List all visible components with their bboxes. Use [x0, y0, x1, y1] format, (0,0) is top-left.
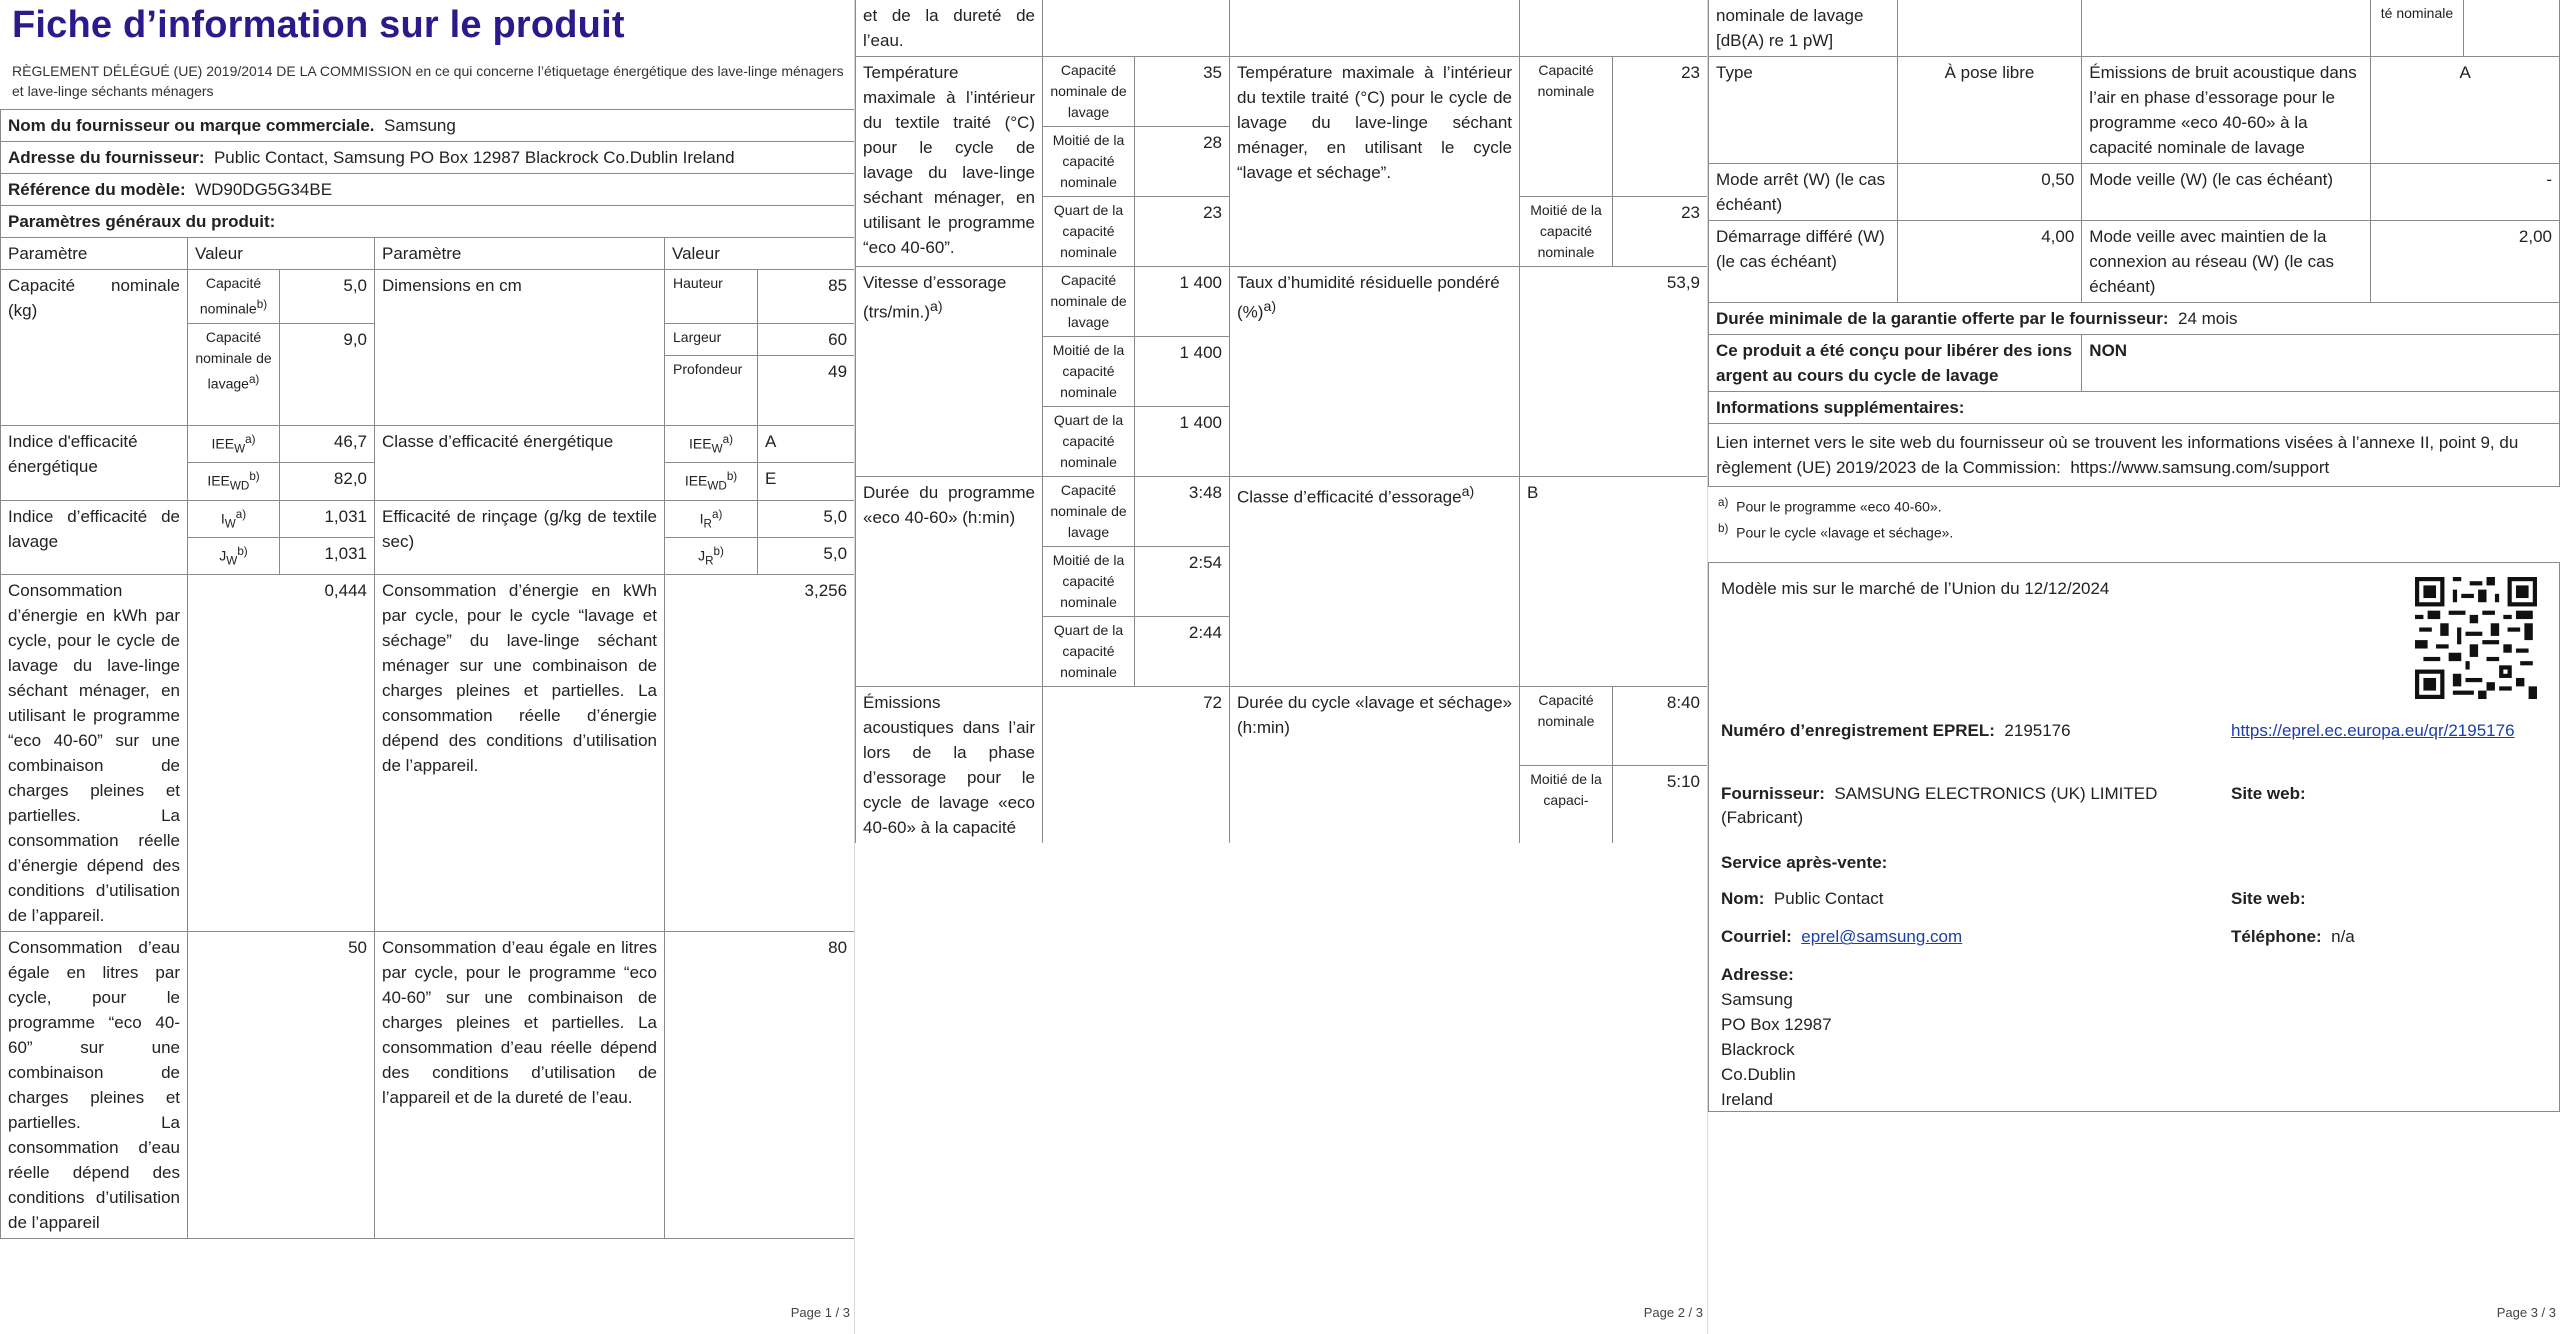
energy-class-wd: E [758, 463, 855, 500]
document-title: Fiche d’information sur le produit [12, 4, 625, 46]
network-standby-value: 2,00 [2371, 221, 2560, 303]
height-label: Hauteur [665, 270, 758, 324]
params-heading: Paramètres généraux du produit: [1, 206, 855, 238]
programme-duration-label: Durée du programme «eco 40-60» (h:min) [856, 477, 1043, 687]
iee-w-symbol: $IEE_W^{a)}$ [188, 425, 280, 462]
page-1 [0, 0, 854, 1334]
energy-consumption-label: Consommation d’énergie en kWh par cycle, pour le cycle de lavage du lave-linge séchant ménager, en utilisant le programme “eco 40-60” sur une combinaison de charges pleines et partielles. La consommation réelle d’énergie dépend des conditions d’utilisation de l’appareil. [1, 575, 188, 932]
energy-class-w: A [758, 425, 855, 462]
temperature-wd-label: Température maximale à l’intérieur du textile traité (°C) pour le cycle de lavage du lave-linge séchant ménager, en utilisant le cycle “lavage et séchage”. [1230, 57, 1520, 267]
iw-value: 1,031 [280, 500, 375, 537]
dur-full-value: 3:48 [1135, 477, 1230, 547]
moisture-value: 53,9 [1520, 267, 1708, 477]
continued-noise-label: nominale de lavage [dB(A) re 1 pW] [1709, 0, 1898, 57]
continued-sub-label: té nominale [2371, 0, 2463, 57]
energy-index-label: Indice d'efficacité énergétique [1, 425, 188, 500]
cycle-half-label: Moitié de la capaci- [1520, 765, 1613, 843]
jw-symbol: $J_W^{b)}$ [188, 538, 280, 575]
dur-half-value: 2:54 [1135, 547, 1230, 617]
capacity-sub-label: Capacité nominale$^{b)}$ [188, 270, 280, 324]
spin-half-value: 1 400 [1135, 337, 1230, 407]
depth-value: 49 [758, 355, 855, 425]
product-info-table-3 [1708, 0, 2560, 487]
address-label: Adresse: [1721, 965, 1794, 985]
temp-full-value: 35 [1135, 57, 1230, 127]
type-value: À pose libre [1897, 57, 2082, 164]
eprel-number: 2195176 [2004, 721, 2071, 741]
jw-value: 1,031 [280, 538, 375, 575]
silver-ions-label: Ce produit a été conçu pour libérer des ions argent au cours du cycle de lavage [1709, 335, 2082, 392]
temp2-full-label: Capacité nominale [1520, 57, 1613, 197]
spin-full-label: Capacité nominale de lavage [1043, 267, 1135, 337]
dimensions-label: Dimensions en cm [375, 270, 665, 426]
model-value: WD90DG5G34BE [195, 180, 333, 199]
continued-text: et de la dureté de l’eau. [856, 0, 1043, 57]
supplier-name: SAMSUNG ELECTRONICS (UK) LIMITED (Fabricant) [1721, 784, 2158, 828]
website2-label: Site web: [2231, 889, 2306, 909]
temperature-label: Température maximale à l’intérieur du textile traité (°C) pour le cycle de lavage du lave-linge séchant ménager, en utilisant le programme “eco 40-60”. [856, 57, 1043, 267]
capacity-value: 5,0 [280, 270, 375, 324]
col-header-value: Valeur [188, 238, 375, 270]
regulation-text: RÈGLEMENT DÉLÉGUÉ (UE) 2019/2014 DE LA COMMISSION en ce qui concerne l’étiquetage énergétique des lave-linge ménagers et lave-linge séchants ménagers [12, 63, 844, 99]
water-consumption-value: 50 [188, 932, 375, 1239]
support-link-text: Lien internet vers le site web du fournisseur où se trouvent les informations visées à l’annexe II, point 9, du règlement (UE) 2019/2023 de la Commission: [1716, 433, 2519, 477]
moisture-label: Taux d’humidité résiduelle pondéré (%)$^{a)}$ [1230, 267, 1520, 477]
temp2-half-value: 23 [1613, 197, 1708, 267]
support-link-url[interactable]: https://www.samsung.com/support [2070, 458, 2330, 477]
temp-half-value: 28 [1135, 127, 1230, 197]
eprel-reg: Numéro d’enregistrement EPREL: 2195176 [1721, 721, 2071, 741]
email-row: Courriel: eprel@samsung.com [1721, 927, 1963, 947]
additional-info-label: Informations supplémentaires: [1709, 392, 2560, 424]
col-header-param: Paramètre [1, 238, 188, 270]
iee-wd-symbol: $IEE_{WD}^{b)}$ [665, 463, 758, 500]
temp-half-label: Moitié de la capacité nominale [1043, 127, 1135, 197]
temp-full-label: Capacité nominale de lavage [1043, 57, 1135, 127]
col-header-param: Paramètre [375, 238, 665, 270]
supplier-label: Nom du fournisseur ou marque commerciale. [8, 116, 375, 135]
energy-consumption-value: 0,444 [188, 575, 375, 932]
water-consumption-wd-value: 80 [665, 932, 855, 1239]
capacity-label: Capacité nominale (kg) [1, 270, 188, 426]
supplier-info: Fournisseur: SAMSUNG ELECTRONICS (UK) LIMITED (Fabricant) [1721, 784, 2158, 828]
energy-consumption-wd-value: 3,256 [665, 575, 855, 932]
page-3 [1708, 0, 2560, 1334]
energy-class-label: Classe d’efficacité énergétique [375, 425, 665, 500]
supplier-value: Samsung [383, 116, 456, 135]
rinse-label: Efficacité de rinçage (g/kg de textile sec) [375, 500, 665, 575]
eprel-link[interactable]: https://eprel.ec.europa.eu/qr/2195176 [2231, 721, 2515, 741]
cycle-half-value: 5:10 [1613, 765, 1708, 843]
spin-quart-label: Quart de la capacité nominale [1043, 407, 1135, 477]
network-standby-label: Mode veille avec maintien de la connexion au réseau (W) (le cas échéant) [2082, 221, 2371, 303]
iee-wd-value: 82,0 [280, 463, 375, 500]
page-2 [855, 0, 1707, 1334]
noise-value: 72 [1043, 687, 1230, 844]
service-label: Service après-vente: [1721, 853, 1888, 873]
phone-row: Téléphone: n/a [2231, 927, 2355, 947]
warranty-label: Durée minimale de la garantie offerte par le fournisseur: [1716, 309, 2169, 328]
spin-full-value: 1 400 [1135, 267, 1230, 337]
jr-value: 5,0 [758, 538, 855, 575]
address-label: Adresse du fournisseur: [8, 148, 205, 167]
address-value: Public Contact, Samsung PO Box 12987 Blackrock Co.Dublin Ireland [213, 148, 735, 167]
type-label: Type [1709, 57, 1898, 164]
dur-quart-label: Quart de la capacité nominale [1043, 617, 1135, 687]
ir-symbol: $I_R^{a)}$ [665, 500, 758, 537]
market-date: Modèle mis sur le marché de l’Union du 12/12/2024 [1721, 579, 2110, 599]
jr-symbol: $J_R^{b)}$ [665, 538, 758, 575]
capacity-value: 9,0 [280, 323, 375, 425]
temp-quart-label: Quart de la capacité nominale [1043, 197, 1135, 267]
qr-code-icon [2415, 577, 2537, 699]
spin-speed-label: Vitesse d’essorage $(trs/\min.)^{a)}$ [856, 267, 1043, 477]
off-mode-label: Mode arrêt (W) (le cas échéant) [1709, 164, 1898, 221]
footnote-a: $^{a)}$ Pour le programme «eco 40-60». [1718, 496, 1942, 515]
wash-index-label: Indice d’efficacité de lavage [1, 500, 188, 575]
iw-symbol: $I_W^{a)}$ [188, 500, 280, 537]
cycle-duration-label: Durée du cycle «lavage et séchage» (h:min) [1230, 687, 1520, 844]
col-header-value: Valeur [665, 238, 855, 270]
noise-class-value: A [2371, 57, 2560, 164]
footnote-b: $^{b)}$ Pour le cycle «lavage et séchage». [1718, 521, 1954, 541]
page-number: Page 3 / 3 [2496, 1305, 2556, 1320]
iee-wd-symbol: $IEE_{WD}^{b)}$ [188, 463, 280, 500]
address-lines: Samsung PO Box 12987 Blackrock Co.Dublin Ireland [1721, 990, 1832, 1110]
standby-value: - [2371, 164, 2560, 221]
temp2-half-label: Moitié de la capacité nominale [1520, 197, 1613, 267]
water-consumption-label: Consommation d’eau égale en litres par cycle, pour le programme “eco 40-60” sur une combinaison de charges pleines et partielles. La consommation d’eau réelle dépend des conditions d’utilisation de l’appareil [1, 932, 188, 1239]
website-label: Site web: [2231, 784, 2306, 804]
page-number: Page 2 / 3 [1643, 1305, 1703, 1320]
noise-class-label: Émissions de bruit acoustique dans l’air en phase d’essorage pour le programme «eco 40-60» à la capacité nominale de lavage [2082, 57, 2371, 164]
capacity-sub-label: Capacité nominale de lavage$^{a)}$ [188, 323, 280, 425]
eprel-box [1708, 562, 2560, 1112]
email-link[interactable]: eprel@samsung.com [1801, 927, 1963, 947]
model-label: Référence du modèle: [8, 180, 186, 199]
iee-w-symbol: $IEE_W^{a)}$ [665, 425, 758, 462]
standby-label: Mode veille (W) (le cas échéant) [2082, 164, 2371, 221]
temp2-full-value: 23 [1613, 57, 1708, 197]
contact-name: Nom: Public Contact [1721, 889, 1884, 909]
delay-start-label: Démarrage différé (W) (le cas échéant) [1709, 221, 1898, 303]
height-value: 85 [758, 270, 855, 324]
dur-full-label: Capacité nominale de lavage [1043, 477, 1135, 547]
dur-half-label: Moitié de la capacité nominale [1043, 547, 1135, 617]
ir-value: 5,0 [758, 500, 855, 537]
silver-ions-value: NON [2082, 335, 2560, 392]
spin-half-label: Moitié de la capacité nominale [1043, 337, 1135, 407]
page-number: Page 1 / 3 [790, 1305, 850, 1320]
temp-quart-value: 23 [1135, 197, 1230, 267]
off-mode-value: 0,50 [1897, 164, 2082, 221]
spin-class-value: B [1520, 477, 1708, 687]
warranty-value: 24 mois [2177, 309, 2238, 328]
delay-start-value: 4,00 [1897, 221, 2082, 303]
noise-label: Émissions acoustiques dans l’air lors de la phase d’essorage pour le cycle de lavage «eco 40-60» à la capacité [856, 687, 1043, 844]
dur-quart-value: 2:44 [1135, 617, 1230, 687]
width-label: Largeur [665, 323, 758, 355]
cycle-full-value: 8:40 [1613, 687, 1708, 766]
energy-consumption-wd-label: Consommation d’énergie en kWh par cycle, pour le cycle “lavage et séchage” du lave-linge séchant ménager sur une combinaison de charges pleines et partielles. La consommation réelle d’énergie dépend des conditions d’utilisation de l’appareil. [375, 575, 665, 932]
water-consumption-wd-label: Consommation d’eau égale en litres par cycle, pour le programme “eco 40-60” sur une combinaison de charges pleines et partielles. La consommation d’eau réelle dépend des conditions d’utilisation de l’appareil et de la dureté de l’eau. [375, 932, 665, 1239]
spin-quart-value: 1 400 [1135, 407, 1230, 477]
width-value: 60 [758, 323, 855, 355]
iee-w-value: 46,7 [280, 425, 375, 462]
spin-class-label: Classe d’efficacité d’essorage$^{a)}$ [1230, 477, 1520, 687]
product-info-table [0, 109, 854, 1239]
product-info-table-2 [855, 0, 1707, 843]
depth-label: Profondeur [665, 355, 758, 425]
cycle-full-label: Capacité nominale [1520, 687, 1613, 766]
